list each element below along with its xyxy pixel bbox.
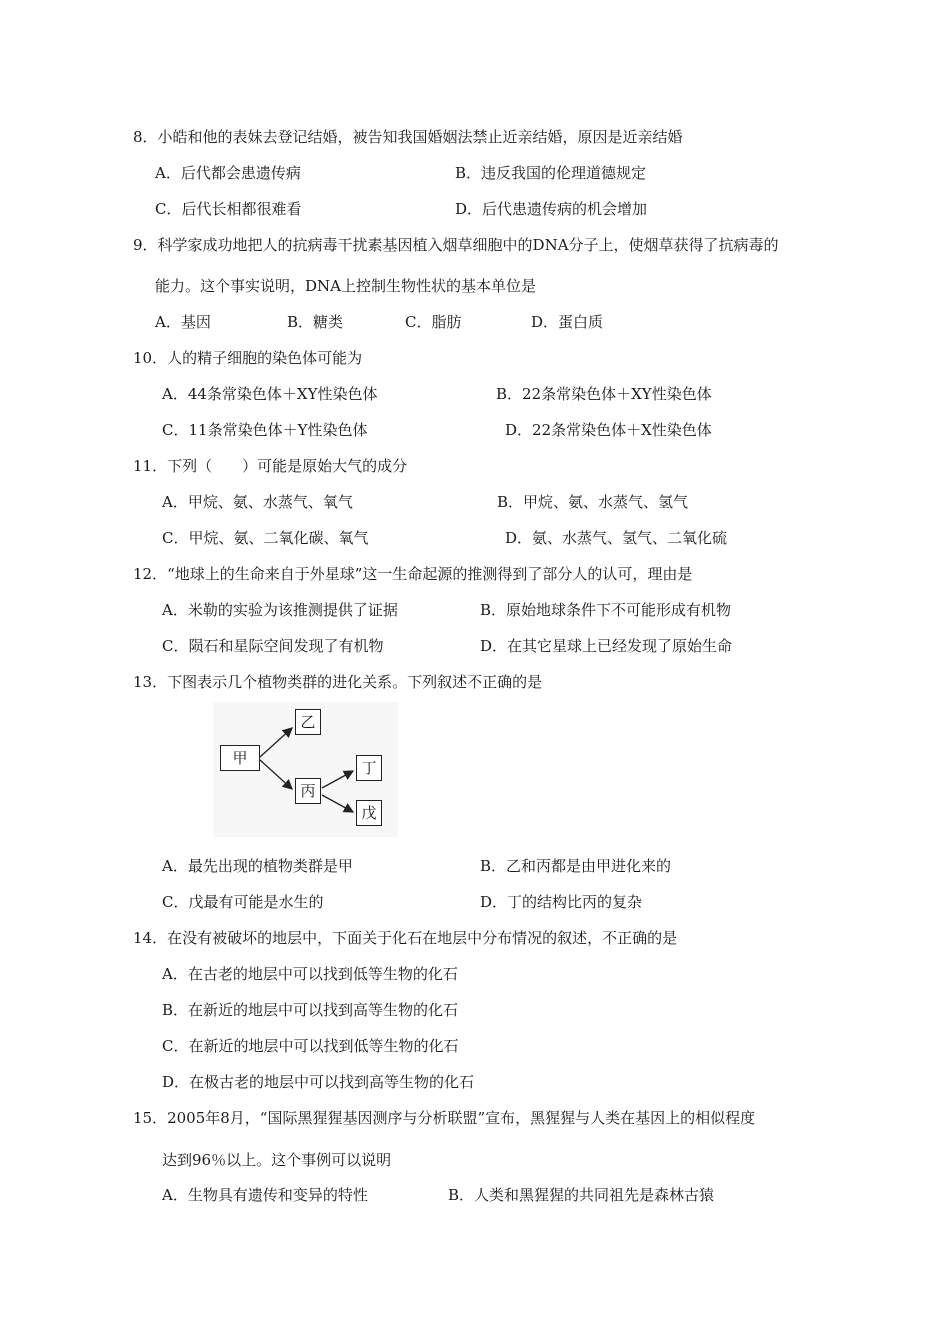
- q9-stem-line2: 能力。这个事实说明，DNA上控制生物性状的基本单位是: [155, 277, 536, 295]
- q9-option-a[interactable]: A．基因: [155, 313, 211, 331]
- q9-option-b[interactable]: B．糖类: [287, 313, 344, 331]
- q9-option-d[interactable]: D．蛋白质: [531, 313, 604, 331]
- arrow-jia-to-yi: [260, 728, 292, 757]
- q8-option-b[interactable]: B．违反我国的伦理道德规定: [455, 164, 647, 182]
- q13-stem: 13．下图表示几个植物类群的进化关系。下列叙述不正确的是: [133, 673, 543, 691]
- q12-option-b[interactable]: B．原始地球条件下不可能形成有机物: [480, 601, 732, 619]
- q14-stem: 14．在没有被破坏的地层中，下面关于化石在地层中分布情况的叙述，不正确的是: [133, 929, 678, 947]
- q12-option-a[interactable]: A．米勒的实验为该推测提供了证据: [162, 601, 398, 619]
- q8-option-d[interactable]: D．后代患遗传病的机会增加: [455, 200, 648, 218]
- q11-stem: 11．下列（ ）可能是原始大气的成分: [133, 457, 408, 475]
- q11-option-a[interactable]: A．甲烷、氨、水蒸气、氧气: [162, 493, 353, 511]
- q15-option-b[interactable]: B．人类和黑猩猩的共同祖先是森林古猿: [448, 1186, 715, 1204]
- q12-stem: 12．“地球上的生命来自于外星球”这一生命起源的推测得到了部分人的认可，理由是: [133, 565, 693, 583]
- q12-option-d[interactable]: D．在其它星球上已经发现了原始生命: [480, 637, 733, 655]
- q12-option-c[interactable]: C．陨石和星际空间发现了有机物: [162, 637, 384, 655]
- arrow-bing-to-ding: [322, 771, 353, 788]
- q8-stem: 8．小皓和他的表妹去登记结婚，被告知我国婚姻法禁止近亲结婚，原因是近亲结婚: [133, 128, 683, 146]
- q11-option-b[interactable]: B．甲烷、氨、水蒸气、氢气: [497, 493, 689, 511]
- node-wu: 戊: [356, 800, 382, 826]
- q15-stem-line2: 达到96％以上。这个事例可以说明: [162, 1151, 392, 1169]
- q10-option-c[interactable]: C．11条常染色体＋Y性染色体: [162, 421, 368, 439]
- q14-option-a[interactable]: A．在古老的地层中可以找到低等生物的化石: [162, 965, 458, 983]
- q13-option-c[interactable]: C．戊最有可能是水生的: [162, 893, 324, 911]
- arrow-jia-to-bing: [260, 760, 292, 789]
- q8-option-c[interactable]: C．后代长相都很难看: [155, 200, 302, 218]
- q10-option-b[interactable]: B．22条常染色体＋XY性染色体: [496, 385, 712, 403]
- q14-option-d[interactable]: D．在极古老的地层中可以找到高等生物的化石: [162, 1073, 475, 1091]
- arrow-bing-to-wu: [322, 795, 353, 812]
- node-yi: 乙: [295, 709, 321, 735]
- q9-option-c[interactable]: C．脂肪: [405, 313, 462, 331]
- q8-option-a[interactable]: A．后代都会患遗传病: [155, 164, 301, 182]
- node-jia: 甲: [220, 745, 260, 771]
- q15-option-a[interactable]: A．生物具有遗传和变异的特性: [162, 1186, 368, 1204]
- q11-option-c[interactable]: C．甲烷、氨、二氧化碳、氧气: [162, 529, 369, 547]
- q9-stem-line1: 9．科学家成功地把人的抗病毒干扰素基因植入烟草细胞中的DNA分子上，使烟草获得了抗病毒的: [133, 236, 779, 254]
- q14-option-c[interactable]: C．在新近的地层中可以找到低等生物的化石: [162, 1037, 459, 1055]
- q15-stem-line1: 15．2005年8月，“国际黑猩猩基因测序与分析联盟”宣布，黑猩猩与人类在基因上的相似程度: [133, 1109, 756, 1127]
- node-ding: 丁: [356, 755, 382, 781]
- q10-option-d[interactable]: D．22条常染色体＋X性染色体: [505, 421, 712, 439]
- node-bing: 丙: [295, 778, 321, 804]
- q10-stem: 10．人的精子细胞的染色体可能为: [133, 349, 363, 367]
- q11-option-d[interactable]: D．氨、水蒸气、氢气、二氧化硫: [505, 529, 728, 547]
- q13-option-b[interactable]: B．乙和丙都是由甲进化来的: [480, 857, 672, 875]
- q14-option-b[interactable]: B．在新近的地层中可以找到高等生物的化石: [162, 1001, 459, 1019]
- q13-option-a[interactable]: A．最先出现的植物类群是甲: [162, 857, 353, 875]
- q13-option-d[interactable]: D．丁的结构比丙的复杂: [480, 893, 643, 911]
- q10-option-a[interactable]: A．44条常染色体＋XY性染色体: [162, 385, 378, 403]
